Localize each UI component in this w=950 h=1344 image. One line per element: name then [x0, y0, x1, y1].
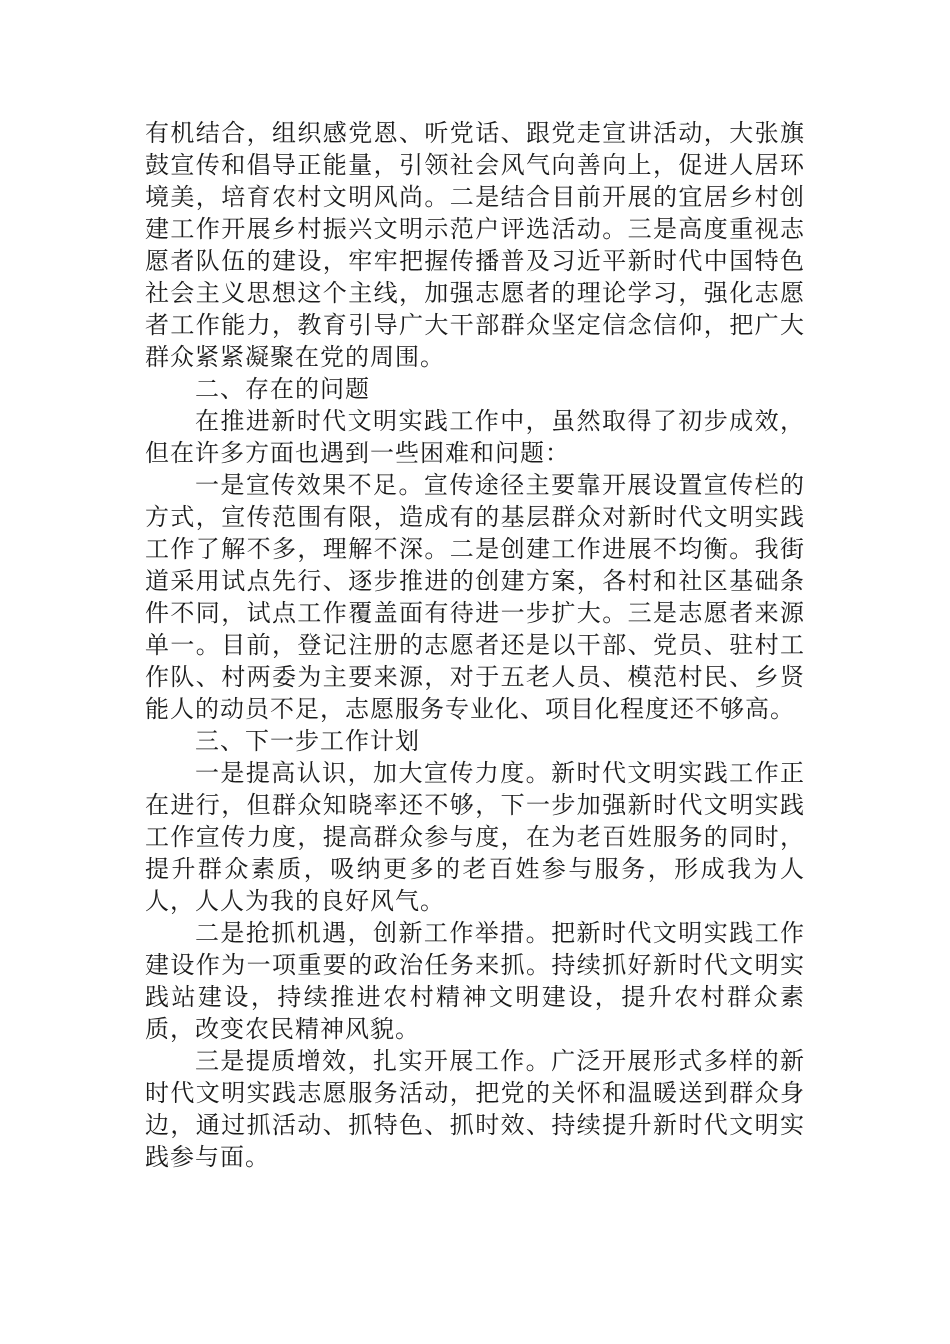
- paragraph-plan-three: 三是提质增效，扎实开展工作。广泛开展形式多样的新时代文明实践志愿服务活动，把党的关怀和温暖送到群众身边，通过抓活动、抓特色、抓时效、持续提升新时代文明实践参与面。: [145, 1047, 805, 1171]
- paragraph-plan-two: 二是抢抓机遇，创新工作举措。把新时代文明实践工作建设作为一项重要的政治任务来抓。持续抓好新时代文明实践站建设，持续推进农村精神文明建设，提升农村群众素质，改变农民精神风貌。: [145, 919, 805, 1043]
- document-page: [145, 117, 805, 1173]
- paragraph-problems-intro: 在推进新时代文明实践工作中，虽然取得了初步成效，但在许多方面也遇到一些困难和问题：: [145, 407, 805, 467]
- paragraph-plan-one: 一是提高认识，加大宣传力度。新时代文明实践工作正在进行，但群众知晓率还不够，下一步加强新时代文明实践工作宣传力度，提高群众参与度，在为老百姓服务的同时，提升群众素质，吸纳更多的老百姓参与服务，形成我为人人，人人为我的良好风气。: [145, 759, 805, 915]
- section-heading-problems: 二、存在的问题: [195, 375, 370, 403]
- paragraph-continuation: 有机结合，组织感党恩、听党话、跟党走宣讲活动，大张旗鼓宣传和倡导正能量，引领社会风气向善向上，促进人居环境美，培育农村文明风尚。二是结合目前开展的宜居乡村创建工作开展乡村振兴文明示范户评选活动。三是高度重视志愿者队伍的建设，牢牢把握传播普及习近平新时代中国特色社会主义思想这个主线，加强志愿者的理论学习，强化志愿者工作能力，教育引导广大干部群众坚定信念信仰，把广大群众紧紧凝聚在党的周围。: [145, 119, 805, 371]
- section-heading-next-steps: 三、下一步工作计划: [195, 727, 420, 755]
- paragraph-problems-detail: 一是宣传效果不足。宣传途径主要靠开展设置宣传栏的方式，宣传范围有限，造成有的基层群众对新时代文明实践工作了解不多，理解不深。二是创建工作进展不均衡。我街道采用试点先行、逐步推进的创建方案，各村和社区基础条件不同，试点工作覆盖面有待进一步扩大。三是志愿者来源单一。目前，登记注册的志愿者还是以干部、党员、驻村工作队、村两委为主要来源，对于五老人员、模范村民、乡贤能人的动员不足，志愿服务专业化、项目化程度还不够高。: [145, 471, 805, 723]
